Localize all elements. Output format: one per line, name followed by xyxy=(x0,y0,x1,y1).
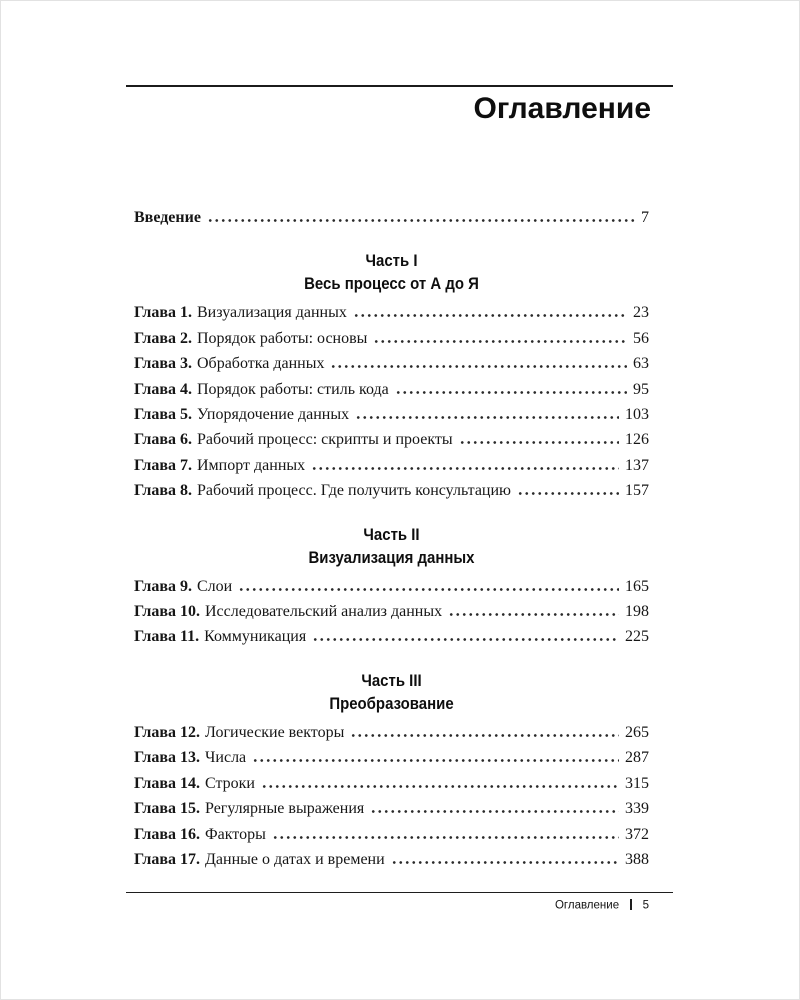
chapter-label: Глава 7. xyxy=(134,456,192,474)
toc-entry xyxy=(134,822,649,847)
chapter-title: Логические векторы xyxy=(205,723,345,741)
page-number: 165 xyxy=(625,577,649,595)
dot-leader xyxy=(448,613,619,616)
footer-divider xyxy=(630,899,632,910)
chapter-list xyxy=(134,300,649,503)
chapter-label: Глава 6. xyxy=(134,431,192,449)
toc-entry xyxy=(134,402,649,427)
dot-leader xyxy=(395,391,627,394)
page-number: 95 xyxy=(633,380,649,398)
page-number: 339 xyxy=(625,800,649,818)
dot-leader xyxy=(355,416,619,419)
toc-entry xyxy=(134,624,649,649)
chapter-label: Глава 3. xyxy=(134,355,192,373)
page-number: 137 xyxy=(625,456,649,474)
part-title: Весь процесс от А до Я xyxy=(304,274,479,294)
part-label: Часть I xyxy=(365,251,418,271)
chapter-list xyxy=(134,720,649,872)
chapter-label: Глава 15. xyxy=(134,800,200,818)
chapter-label: Глава 10. xyxy=(134,603,200,621)
toc-entry xyxy=(134,745,649,770)
dot-leader xyxy=(311,467,619,470)
page-number: 23 xyxy=(633,304,649,322)
chapter-label: Глава 17. xyxy=(134,850,200,868)
part-label: Часть II xyxy=(363,524,420,544)
page-number: 56 xyxy=(633,329,649,347)
footer-page-number: 5 xyxy=(642,899,649,912)
dot-leader xyxy=(207,219,635,222)
page-number: 198 xyxy=(625,603,649,621)
part-title: Визуализация данных xyxy=(308,547,475,567)
dot-leader xyxy=(272,836,619,839)
chapter-title: Регулярные выражения xyxy=(205,800,365,818)
chapter-title: Слои xyxy=(197,577,233,595)
chapter-title: Рабочий процесс: скрипты и проекты xyxy=(197,431,453,449)
dot-leader xyxy=(350,734,619,737)
chapter-title: Строки xyxy=(205,774,255,792)
chapter-title: Исследовательский анализ данных xyxy=(205,603,443,621)
page-title: Оглавление xyxy=(473,92,651,125)
page-number: 63 xyxy=(633,355,649,373)
chapter-title: Числа xyxy=(205,749,247,767)
chapter-label: Глава 1. xyxy=(134,304,192,322)
toc-entry xyxy=(134,574,649,599)
part-heading xyxy=(134,523,649,569)
dot-leader xyxy=(238,588,619,591)
toc-entry xyxy=(134,720,649,745)
chapter-label: Глава 9. xyxy=(134,577,192,595)
chapter-list xyxy=(134,574,649,650)
chapter-title: Рабочий процесс. Где получить консультацию xyxy=(197,482,511,500)
page-number: 126 xyxy=(625,431,649,449)
chapter-label: Глава 14. xyxy=(134,774,200,792)
page-number: 103 xyxy=(625,406,649,424)
part-title: Преобразование xyxy=(329,693,454,713)
dot-leader xyxy=(391,861,619,864)
toc-entry-intro xyxy=(134,205,649,230)
dot-leader xyxy=(459,441,619,444)
part-heading xyxy=(134,669,649,715)
chapter-label: Глава 11. xyxy=(134,628,200,646)
footer-section-label: Оглавление xyxy=(554,899,620,912)
toc-entry xyxy=(134,847,649,872)
chapter-label: Глава 5. xyxy=(134,406,192,424)
dot-leader xyxy=(353,314,627,317)
page-number: 265 xyxy=(625,723,649,741)
footer-text xyxy=(126,893,673,912)
toc-entry xyxy=(134,478,649,503)
page-number: 315 xyxy=(625,774,649,792)
toc-entry xyxy=(134,796,649,821)
dot-leader xyxy=(373,340,627,343)
dot-leader xyxy=(252,759,619,762)
chapter-label: Глава 16. xyxy=(134,825,200,843)
page-number: 225 xyxy=(625,628,649,646)
dot-leader xyxy=(330,365,627,368)
chapter-title: Порядок работы: основы xyxy=(197,329,368,347)
page-number: 7 xyxy=(641,209,649,226)
chapter-label: Глава 12. xyxy=(134,723,200,741)
chapter-label: Глава 8. xyxy=(134,482,192,500)
part-heading xyxy=(134,249,649,295)
chapter-title: Визуализация данных xyxy=(197,304,347,322)
chapter-title: Факторы xyxy=(205,825,266,843)
page-number: 388 xyxy=(625,850,649,868)
toc-entry xyxy=(134,326,649,351)
part-label: Часть III xyxy=(361,670,422,690)
chapter-title: Данные о датах и времени xyxy=(205,850,385,868)
page-number: 372 xyxy=(625,825,649,843)
chapter-title: Коммуникация xyxy=(204,628,307,646)
header-rule xyxy=(126,85,673,87)
toc-entry xyxy=(134,771,649,796)
chapter-label: Глава 13. xyxy=(134,749,200,767)
page-number: 287 xyxy=(625,749,649,767)
dot-leader xyxy=(312,638,619,641)
toc-entry xyxy=(134,453,649,478)
chapter-label: Глава 2. xyxy=(134,329,192,347)
chapter-title: Обработка данных xyxy=(197,355,325,373)
page-number: 157 xyxy=(625,482,649,500)
table-of-contents xyxy=(126,205,673,872)
toc-entry xyxy=(134,427,649,452)
chapter-title: Порядок работы: стиль кода xyxy=(197,380,389,398)
dot-leader xyxy=(261,785,619,788)
chapter-title: Импорт данных xyxy=(197,456,306,474)
chapter-title: Упорядочение данных xyxy=(197,406,350,424)
toc-entry xyxy=(134,351,649,376)
toc-entry xyxy=(134,599,649,624)
dot-leader xyxy=(517,492,619,495)
dot-leader xyxy=(370,810,619,813)
intro-label: Введение xyxy=(134,209,201,226)
toc-entry xyxy=(134,377,649,402)
chapter-label: Глава 4. xyxy=(134,380,192,398)
page-footer xyxy=(126,892,673,912)
toc-entry xyxy=(134,300,649,325)
